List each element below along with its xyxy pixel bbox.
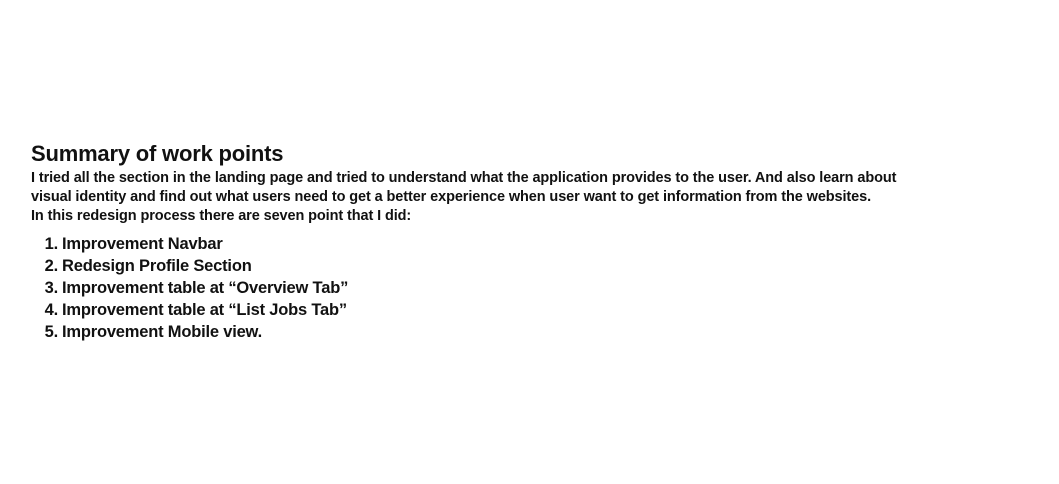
list-item-text: Improvement Navbar [62,235,223,253]
section-title: Summary of work points [31,141,284,166]
list-item [31,277,1031,299]
intro-line: In this redesign process there are seven point that I did: [31,208,412,224]
list-item-text: Improvement table at “Overview Tab” [62,279,349,297]
summary-section [31,141,1031,343]
list-item [31,321,1031,343]
list-item-text: Improvement Mobile view. [62,323,262,341]
intro-line: I tried all the section in the landing page and tried to understand what the application provides to the user. And also learn about [31,170,897,186]
list-item-number: 3. [44,279,58,297]
list-item [31,233,1031,255]
list-item [31,255,1031,277]
list-item [31,299,1031,321]
list-item-number: 1. [44,235,58,253]
list-item-text: Redesign Profile Section [62,257,252,275]
list-item-number: 2. [44,257,58,275]
list-item-number: 4. [44,301,58,319]
list-item-number: 5. [44,323,58,341]
work-points-list [31,233,1031,343]
intro-paragraph [31,169,1031,226]
list-item-text: Improvement table at “List Jobs Tab” [62,301,347,319]
intro-line: visual identity and find out what users need to get a better experience when user want to get information from the websites. [31,189,872,205]
